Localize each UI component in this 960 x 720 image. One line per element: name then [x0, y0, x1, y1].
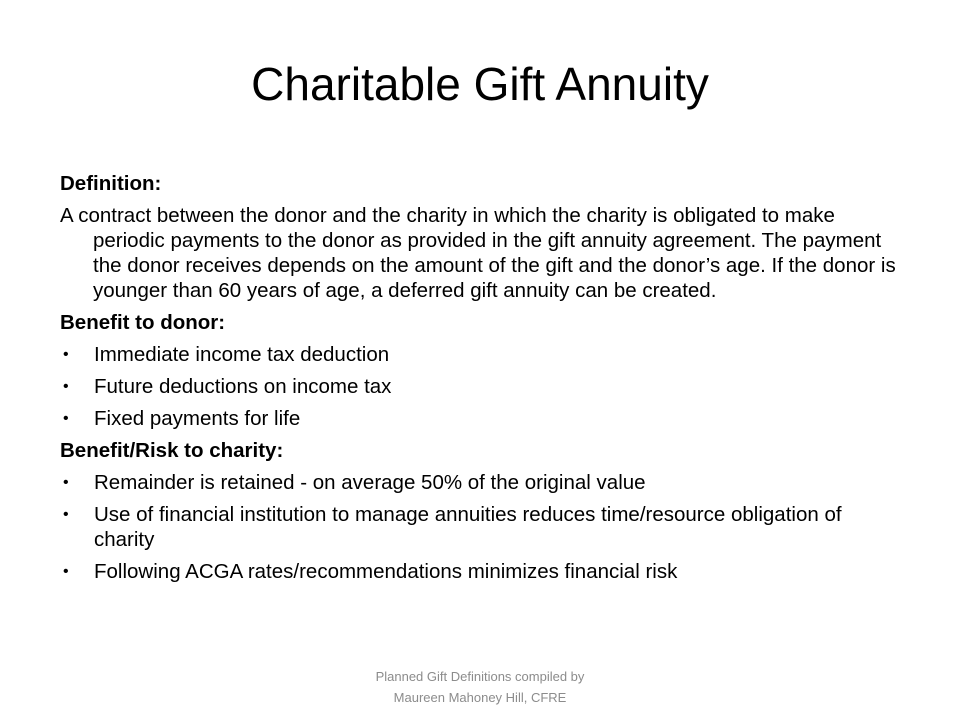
definition-text: A contract between the donor and the charity in which the charity is obligated to make periodic payments to the donor as provided in the gift annuity agreement. The payment the donor receives depends on the amount of the gift and the donor’s age. If the donor is younger than 60 years of age, a deferred gift annuity can be created.: [60, 204, 896, 302]
list-item: [60, 502, 905, 552]
slide-footer: [330, 666, 630, 708]
bullet-icon: •: [63, 506, 69, 523]
list-item-text: Use of financial institution to manage annuities reduces time/resource obligation of charity: [94, 503, 842, 551]
benefit-to-donor-list: [60, 342, 905, 431]
bullet-icon: •: [63, 410, 69, 427]
benefit-risk-to-charity-heading: Benefit/Risk to charity:: [60, 439, 284, 462]
slide-body: [60, 171, 905, 591]
benefit-risk-to-charity-list: [60, 470, 905, 584]
list-item: [60, 342, 905, 367]
list-item: [60, 470, 905, 495]
footer-line-2: Maureen Mahoney Hill, CFRE: [393, 690, 567, 705]
list-item: [60, 374, 905, 399]
definition-heading: Definition:: [60, 172, 162, 195]
slide-title: Charitable Gift Annuity: [251, 58, 709, 110]
bullet-icon: •: [63, 378, 69, 395]
list-item-text: Following ACGA rates/recommendations minimizes financial risk: [94, 560, 678, 583]
list-item-text: Future deductions on income tax: [94, 375, 392, 398]
list-item: [60, 406, 905, 431]
footer-line-1: Planned Gift Definitions compiled by: [375, 669, 585, 684]
bullet-icon: •: [63, 563, 69, 580]
benefit-to-donor-heading: Benefit to donor:: [60, 311, 226, 334]
list-item-text: Fixed payments for life: [94, 407, 301, 430]
bullet-icon: •: [63, 474, 69, 491]
list-item-text: Remainder is retained - on average 50% of the original value: [94, 471, 646, 494]
list-item-text: Immediate income tax deduction: [94, 343, 390, 366]
bullet-icon: •: [63, 346, 69, 363]
list-item: [60, 559, 905, 584]
